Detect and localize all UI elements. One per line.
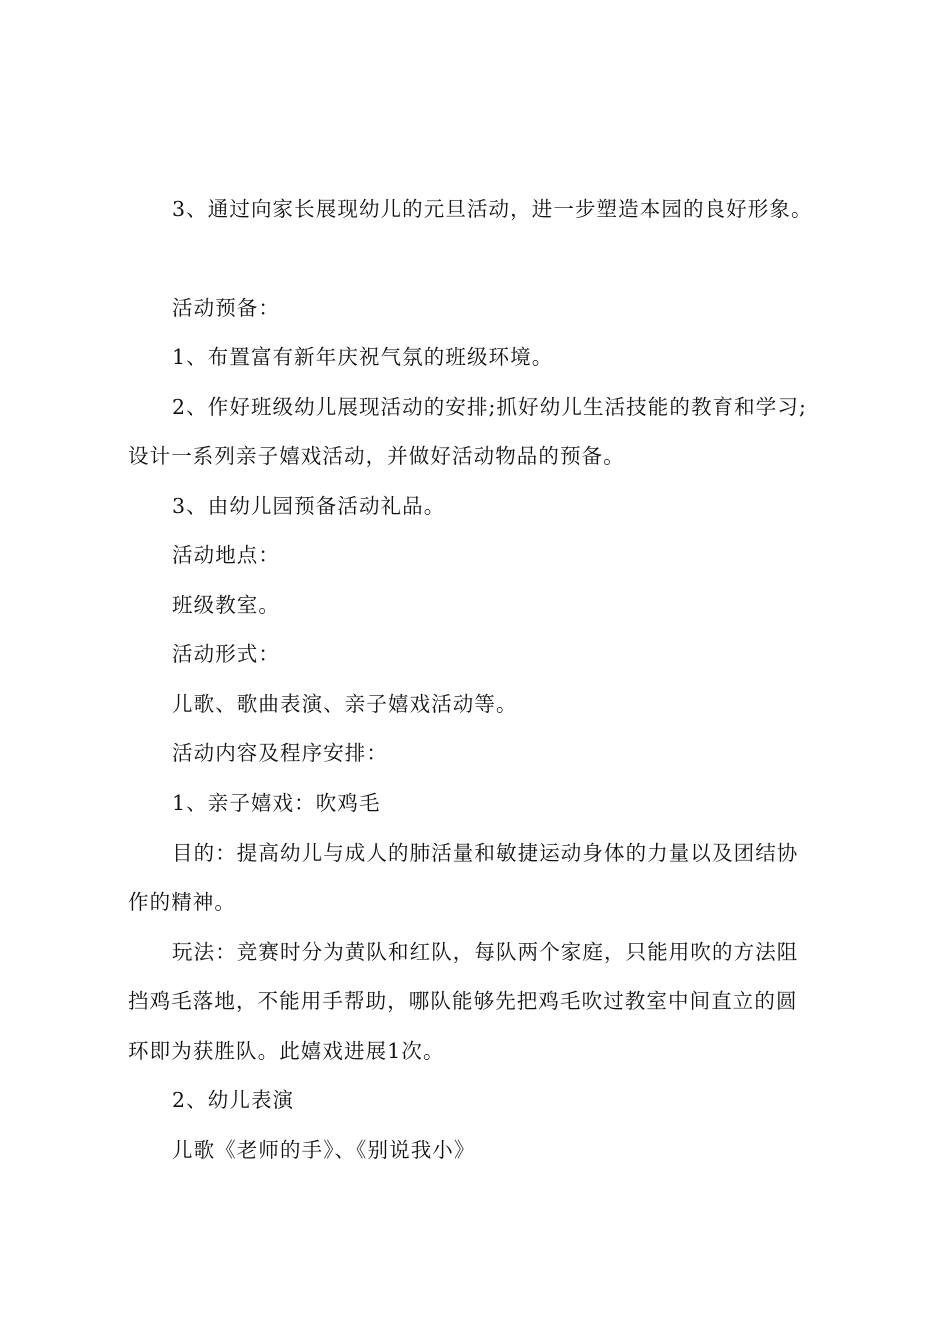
paragraph-format: 儿歌、歌曲表演、亲子嬉戏活动等。 xyxy=(172,692,518,716)
paragraph-location: 班级教室。 xyxy=(172,593,280,617)
paragraph-rules-line-1: 玩法：竞赛时分为黄队和红队，每队两个家庭，只能用吹的方法阻 xyxy=(172,940,799,964)
paragraph-prep-1: 1、布置富有新年庆祝气氛的班级环境。 xyxy=(172,345,554,369)
paragraph-songs: 儿歌《老师的手》、《别说我小》 xyxy=(172,1138,476,1162)
paragraph-purpose-line-2: 作的精神。 xyxy=(128,890,236,914)
heading-format: 活动形式： xyxy=(172,642,280,666)
paragraph-rules-line-3: 环即为获胜队。此嬉戏进展1次。 xyxy=(128,1039,445,1063)
paragraph-prep-3: 3、由幼儿园预备活动礼品。 xyxy=(172,494,446,518)
paragraph-goal-3: 3、通过向家长展现幼儿的元旦活动，进一步塑造本园的良好形象。 xyxy=(172,197,813,221)
paragraph-game-1: 1、亲子嬉戏：吹鸡毛 xyxy=(172,791,381,815)
paragraph-performance: 2、幼儿表演 xyxy=(172,1088,295,1112)
paragraph-rules-line-2: 挡鸡毛落地，不能用手帮助，哪队能够先把鸡毛吹过教室中间直立的圆 xyxy=(128,989,798,1013)
paragraph-prep-2-line-2: 设计一系列亲子嬉戏活动，并做好活动物品的预备。 xyxy=(128,444,625,468)
paragraph-purpose-line-1: 目的：提高幼儿与成人的肺活量和敏捷运动身体的力量以及团结协 xyxy=(172,841,799,865)
paragraph-prep-2-line-1: 2、作好班级幼儿展现活动的安排;抓好幼儿生活技能的教育和学习; xyxy=(172,395,807,419)
heading-location: 活动地点： xyxy=(172,543,280,567)
heading-preparation: 活动预备： xyxy=(172,296,280,320)
heading-content: 活动内容及程序安排： xyxy=(172,741,388,765)
